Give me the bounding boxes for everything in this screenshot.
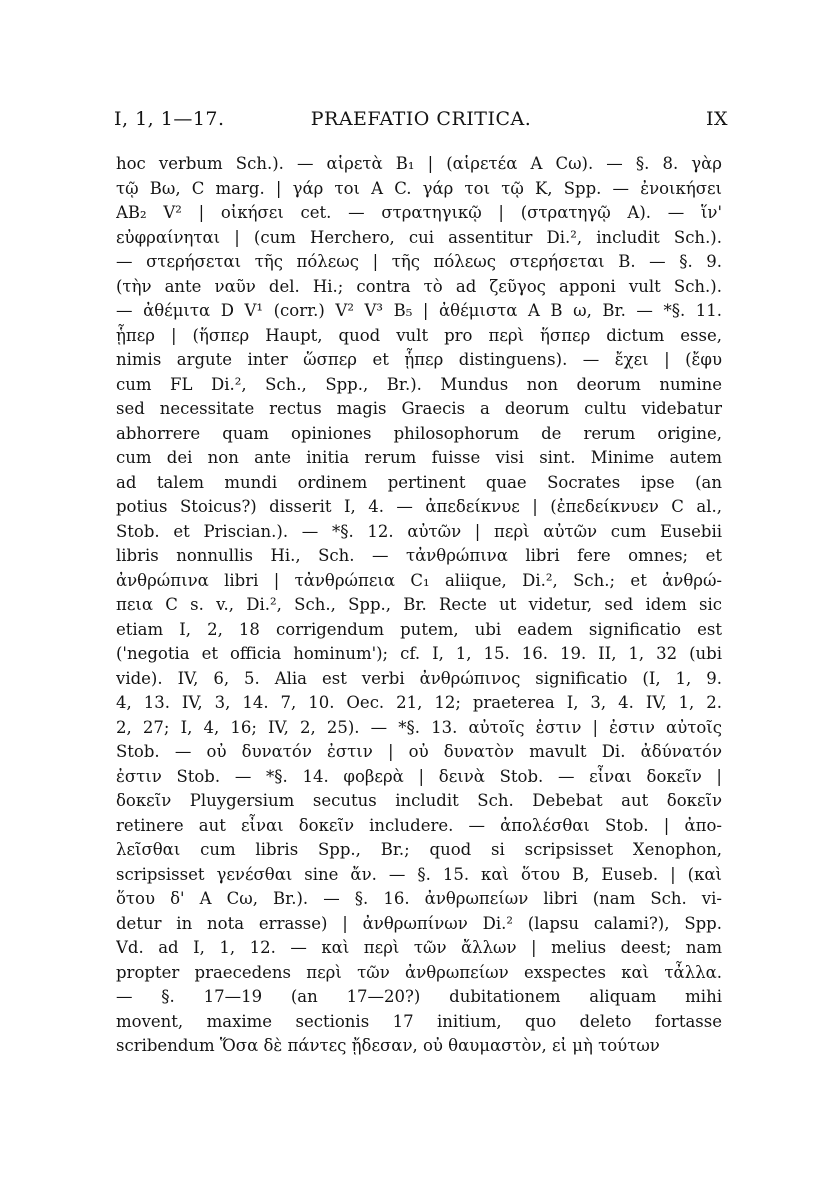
text-line: ('negotia et officia hominum'); cf. I, 1, 15. 16. 19. II, 1, 32 (ubi: [116, 644, 722, 663]
text-line: vide). IV, 6, 5. Alia est verbi ἀνθρώπινος significatio (I, 1, 9.: [116, 668, 722, 688]
text-line: scripsisset γενέσθαι sine ἄν. — §. 15. καὶ ὅτου B, Euseb. | (καὶ: [116, 864, 722, 884]
text-line: cum dei non ante initia rerum fuisse visi sint. Minime autem: [116, 448, 722, 467]
text-line: ᾗπερ | (ἥσπερ Haupt, quod vult pro περὶ ἥσπερ dictum esse,: [116, 325, 722, 345]
text-line: ἐστιν Stob. — *§. 14. φοβερὰ | δεινὰ Stob. — εἶναι δοκεῖν |: [116, 766, 722, 786]
text-line: libris nonnullis Hi., Sch. — τἀνθρώπινα libri fere omnes; et: [116, 546, 722, 565]
text-line: detur in nota errasse) | ἀνθρωπίνων Di.² (lapsu calami?), Spp.: [116, 913, 722, 933]
text-line: εὐφραίνηται | (cum Herchero, cui assentitur Di.², includit Sch.).: [116, 227, 722, 247]
text-line: ὅτου δ' A Cω, Br.). — §. 16. ἀνθρωπείων libri (nam Sch. vi-: [116, 889, 722, 908]
page-number: IX: [705, 108, 728, 130]
text-line: movent, maxime sectionis 17 initium, quo deleto fortasse: [116, 1011, 722, 1031]
text-line: ἀνθρώπινα libri | τἀνθρώπεια C₁ aliique, Di.², Sch.; et ἀνθρώ-: [116, 570, 722, 590]
text-line: — στερήσεται τῆς πόλεως | τῆς πόλεως στερήσεται B. — §. 9.: [116, 252, 722, 271]
running-title: PRAEFATIO CRITICA.: [310, 108, 532, 130]
text-line: 4, 13. IV, 3, 14. 7, 10. Oec. 21, 12; praeterea I, 3, 4. IV, 1, 2.: [116, 693, 722, 712]
text-line: abhorrere quam opiniones philosophorum de rerum origine,: [116, 423, 722, 443]
text-line: λεῖσθαι cum libris Spp., Br.; quod si scripsisset Xenophon,: [116, 840, 722, 859]
text-line: etiam I, 2, 18 corrigendum putem, ubi eadem significatio est: [116, 619, 722, 639]
text-line: propter praecedens περὶ τῶν ἀνθρωπείων exspectes καὶ τἆλλα.: [116, 962, 722, 982]
text-line: cum FL Di.², Sch., Spp., Br.). Mundus non deorum numine: [116, 374, 722, 394]
text-line: τῷ Bω, C marg. | γάρ τοι A C. γάρ τοι τῷ K, Spp. — ἐνοικήσει: [116, 178, 722, 198]
text-line: — §. 17—19 (an 17—20?) dubitationem aliquam mihi: [116, 987, 722, 1006]
text-line: hoc verbum Sch.). — αἱρετὰ B₁ | (αἱρετέα A Cω). — §. 8. γὰρ: [116, 154, 722, 173]
running-head: [114, 108, 728, 138]
text-line: ad talem mundi ordinem pertinent quae Socrates ipse (an: [116, 472, 722, 492]
section-reference: I, 1, 1—17.: [114, 108, 225, 130]
text-line: 2, 27; I, 4, 16; IV, 2, 25). — *§. 13. αὐτοῖς ἐστιν | ἐστιν αὐτοῖς: [116, 717, 722, 737]
text-line: — ἀθέμιτα D V¹ (corr.) V² V³ B₅ | ἀθέμιστα A B ω, Br. — *§. 11.: [116, 301, 722, 320]
text-line: (τὴν ante ναῦν del. Hi.; contra τὸ ad ζεῦγος apponi vult Sch.).: [116, 276, 722, 296]
critical-apparatus-text: [116, 152, 722, 1059]
text-line: AB₂ V² | οἰκήσει cet. — στρατηγικῷ | (στρατηγῷ A). — ἵν': [116, 203, 722, 222]
text-line: potius Stoicus?) disserit I, 4. — ἀπεδείκνυε | (ἐπεδείκνυεν C al.,: [116, 497, 722, 516]
text-line: Vd. ad I, 1, 12. — καὶ περὶ τῶν ἄλλων | melius deest; nam: [116, 938, 722, 957]
text-line: sed necessitate rectus magis Graecis a deorum cultu videbatur: [116, 399, 722, 418]
text-line: nimis argute inter ὥσπερ et ᾗπερ distinguens). — ἔχει | (ἔφυ: [116, 350, 722, 369]
text-line: Stob. — οὐ δυνατόν ἐστιν | οὐ δυνατὸν mavult Di. ἀδύνατόν: [116, 742, 722, 761]
text-line: πεια C s. v., Di.², Sch., Spp., Br. Recte ut videtur, sed idem sic: [116, 595, 722, 614]
text-line: retinere aut εἶναι δοκεῖν includere. — ἀπολέσθαι Stob. | ἀπο-: [116, 815, 722, 835]
text-line: Stob. et Priscian.). — *§. 12. αὐτῶν | περὶ αὐτῶν cum Eusebii: [116, 521, 722, 541]
text-line: scribendum Ὅσα δὲ πάντες ᾔδεσαν, οὐ θαυμαστὸν, εἰ μὴ τούτων: [116, 1036, 660, 1055]
text-line: δοκεῖν Pluygersium secutus includit Sch. Debebat aut δοκεῖν: [116, 791, 722, 810]
